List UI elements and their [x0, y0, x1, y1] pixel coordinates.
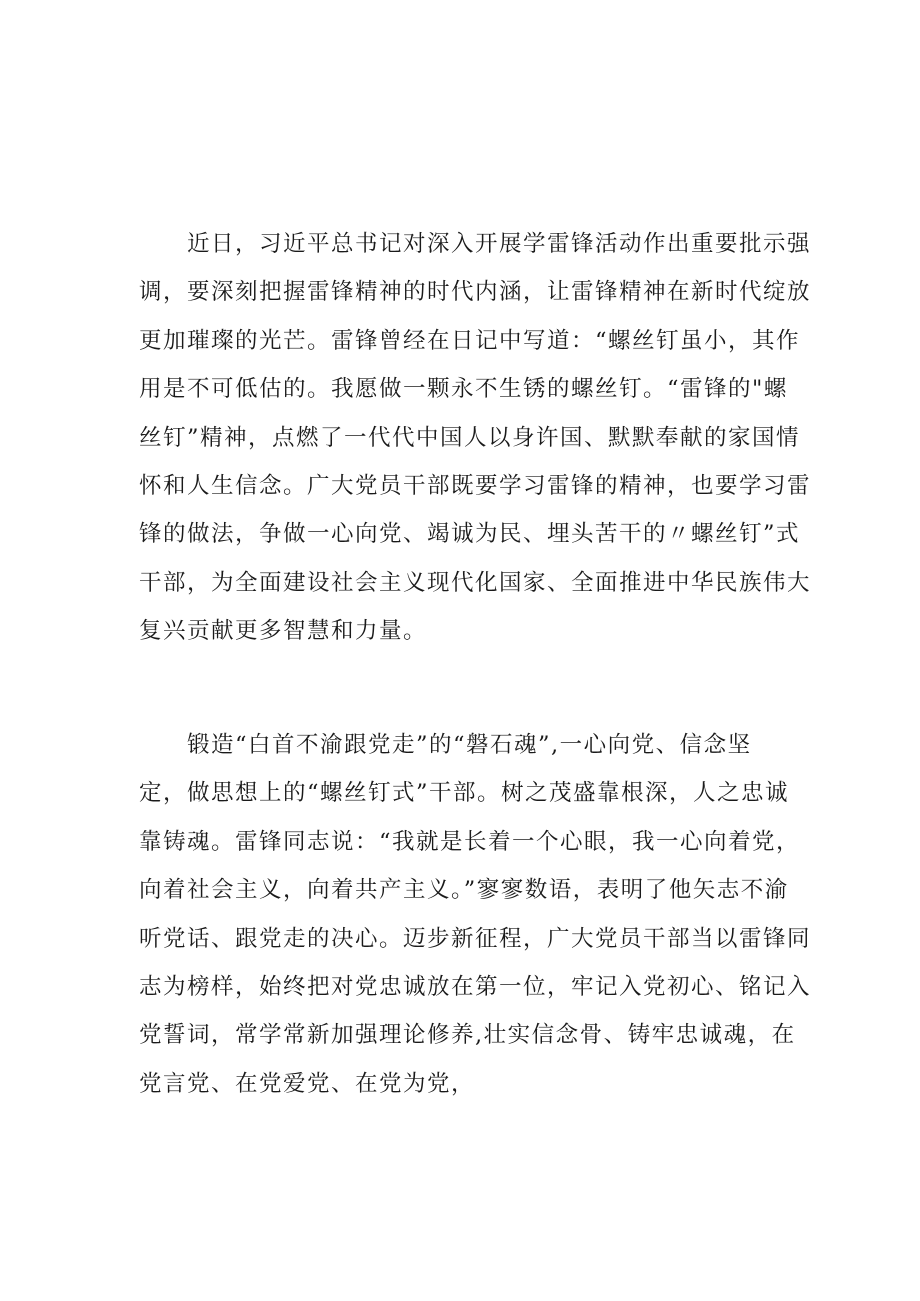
paragraph-line: 更加璀璨的光芒。雷锋曾经在日记中写道：“螺丝钉虽小，其作 — [139, 327, 801, 354]
paragraph-line: 锻造“白首不渝跟党走”的“磐石魂”,一心向党、信念坚 — [187, 732, 752, 758]
paragraph-line: 近日，习近平总书记对深入开展学雷锋活动作出重要批示强 — [187, 231, 812, 257]
paragraph-line: 听党话、跟党走的决心。迈步新征程，广大党员干部当以雷锋同 — [139, 925, 812, 952]
paragraph-line: 党誓词，常学常新加强理论修养,壮实信念骨、铸牢忠诚魂，在 — [139, 1022, 796, 1049]
paragraph-line: 志为榜样，始终把对党忠诚放在第一位，牢记入党初心、铭记入 — [139, 974, 812, 1001]
paragraph-1 — [139, 220, 812, 656]
paragraph-line: 锋的做法，争做一心向党、竭诚为民、埋头苦干的〃螺丝钉”式 — [139, 521, 801, 548]
paragraph-line: 怀和人生信念。广大党员干部既要学习雷锋的精神，也要学习雷 — [139, 473, 812, 500]
paragraph-line: 干部，为全面建设社会主义现代化国家、全面推进中华民族伟大 — [139, 569, 812, 596]
paragraph-2 — [139, 721, 812, 1108]
paragraph-line: 复兴贡献更多智慧和力量。 — [139, 618, 428, 645]
paragraph-line: 丝钉”精神，点燃了一代代中国人以身许国、默默奉献的家国情 — [139, 424, 801, 451]
paragraph-line: 向着社会主义，向着共产主义。”寥寥数语，表明了他矢志不渝 — [139, 877, 789, 904]
paragraph-line: 党言党、在党爱党、在党为党， — [139, 1070, 476, 1097]
paragraph-line: 定，做思想上的“螺丝钉式”干部。树之茂盛靠根深，人之忠诚 — [139, 780, 790, 807]
paragraph-line: 靠铸魂。雷锋同志说：“我就是长着一个心眼，我一心向着党， — [139, 828, 801, 855]
paragraph-line: 调，要深刻把握雷锋精神的时代内涵，让雷锋精神在新时代绽放 — [139, 279, 812, 306]
paragraph-line: 用是不可低估的。我愿做一颗永不生锈的螺丝钉。“雷锋的"螺 — [139, 376, 788, 403]
